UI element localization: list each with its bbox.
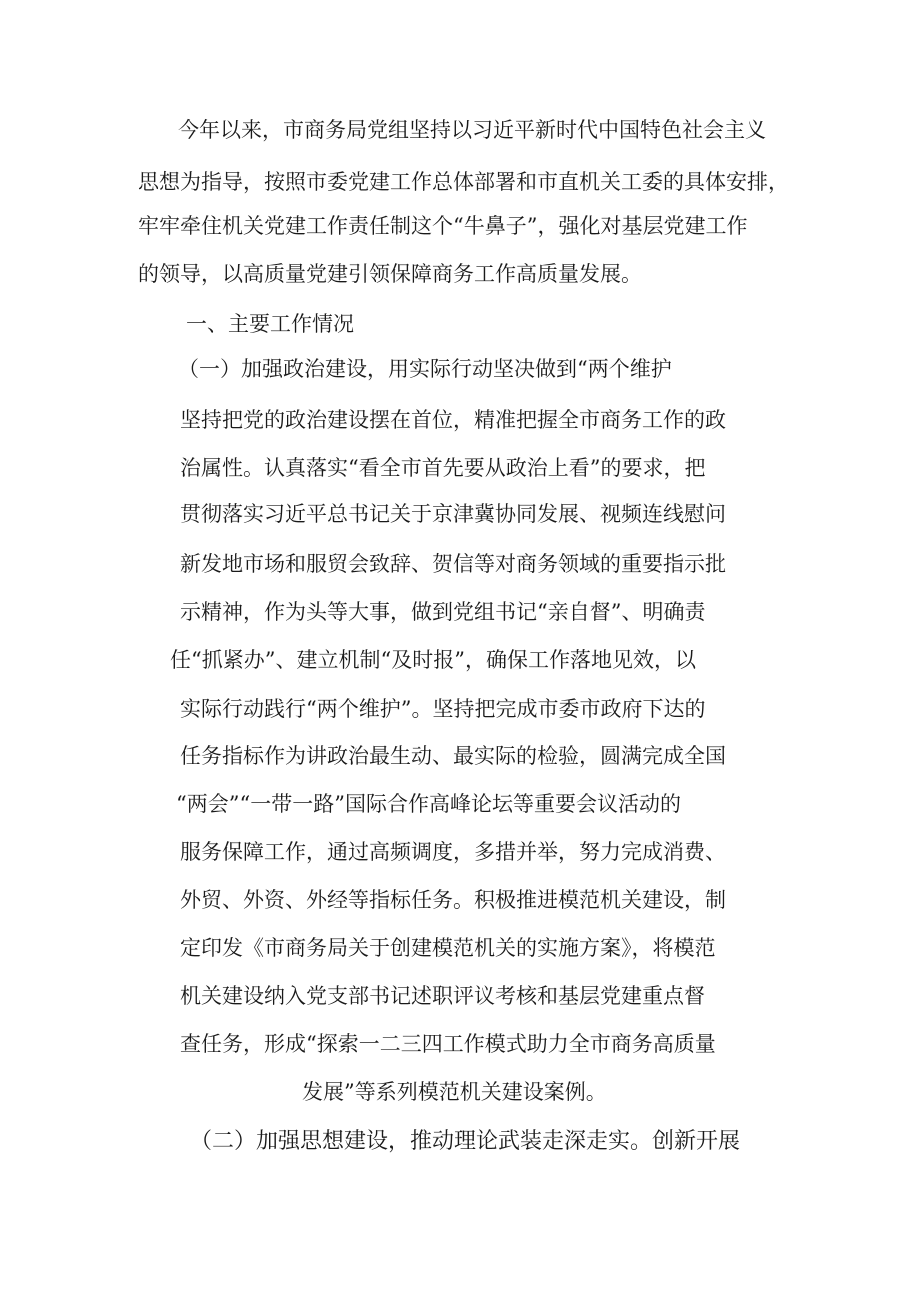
section-heading: 一、主要工作情况	[186, 312, 354, 336]
subsection1-line-12: 外贸、外资、外经等指标任务。积极推进模范机关建设，制	[180, 888, 726, 912]
subsection1-heading: （一）加强政治建设，用实际行动坚决做到“两个维护	[178, 357, 672, 381]
subsection1-line-13: 定印发《市商务局关于创建模范机关的实施方案》，将模范	[180, 936, 716, 960]
intro-line-2: 思想为指导，按照市委党建工作总体部署和市直机关工委的具体安排，	[138, 170, 789, 194]
subsection1-line-4: 贯彻落实习近平总书记关于京津冀协同发展、视频连线慰问	[180, 502, 726, 526]
subsection1-line-16: 发展”等系列模范机关建设案例。	[302, 1080, 607, 1104]
subsection1-line-3: 治属性。认真落实“看全市首先要从政治上看”的要求，把	[180, 456, 706, 480]
subsection1-line-7: 任“抓紧办”、建立机制“及时报”，确保工作落地见效，以	[170, 648, 696, 672]
subsection1-line-8: 实际行动践行“两个维护”。坚持把完成市委市政府下达的	[180, 697, 706, 721]
intro-line-3: 牢牢牵住机关党建工作责任制这个“牛鼻子”，强化对基层党建工作	[138, 214, 748, 238]
subsection1-line-14: 机关建设纳入党支部书记述职评议考核和基层党建重点督	[180, 984, 705, 1008]
subsection1-line-2: 坚持把党的政治建设摆在首位，精准把握全市商务工作的政	[180, 408, 726, 432]
intro-line-1: 今年以来，市商务局党组坚持以习近平新时代中国特色社会主义	[178, 118, 766, 142]
subsection1-line-6: 示精神，作为头等大事，做到党组书记“亲自督”、明确责	[180, 600, 706, 624]
intro-line-4: 的领导，以高质量党建引领保障商务工作高质量发展。	[138, 262, 642, 286]
subsection1-line-9: 任务指标作为讲政治最生动、最实际的检验，圆满完成全国	[180, 744, 726, 768]
subsection1-line-11: 服务保障工作，通过高频调度，多措并举，努力完成消费、	[180, 840, 726, 864]
subsection1-line-10: “两会”“一带一路”国际合作高峰论坛等重要会议活动的	[176, 792, 681, 816]
subsection1-line-15: 查任务，形成“探索一二三四工作模式助力全市商务高质量	[180, 1032, 716, 1056]
subsection2-heading: （二）加强思想建设，推动理论武装走深走实。创新开展	[190, 1129, 741, 1154]
subsection1-line-5: 新发地市场和服贸会致辞、贺信等对商务领域的重要指示批	[180, 552, 726, 576]
